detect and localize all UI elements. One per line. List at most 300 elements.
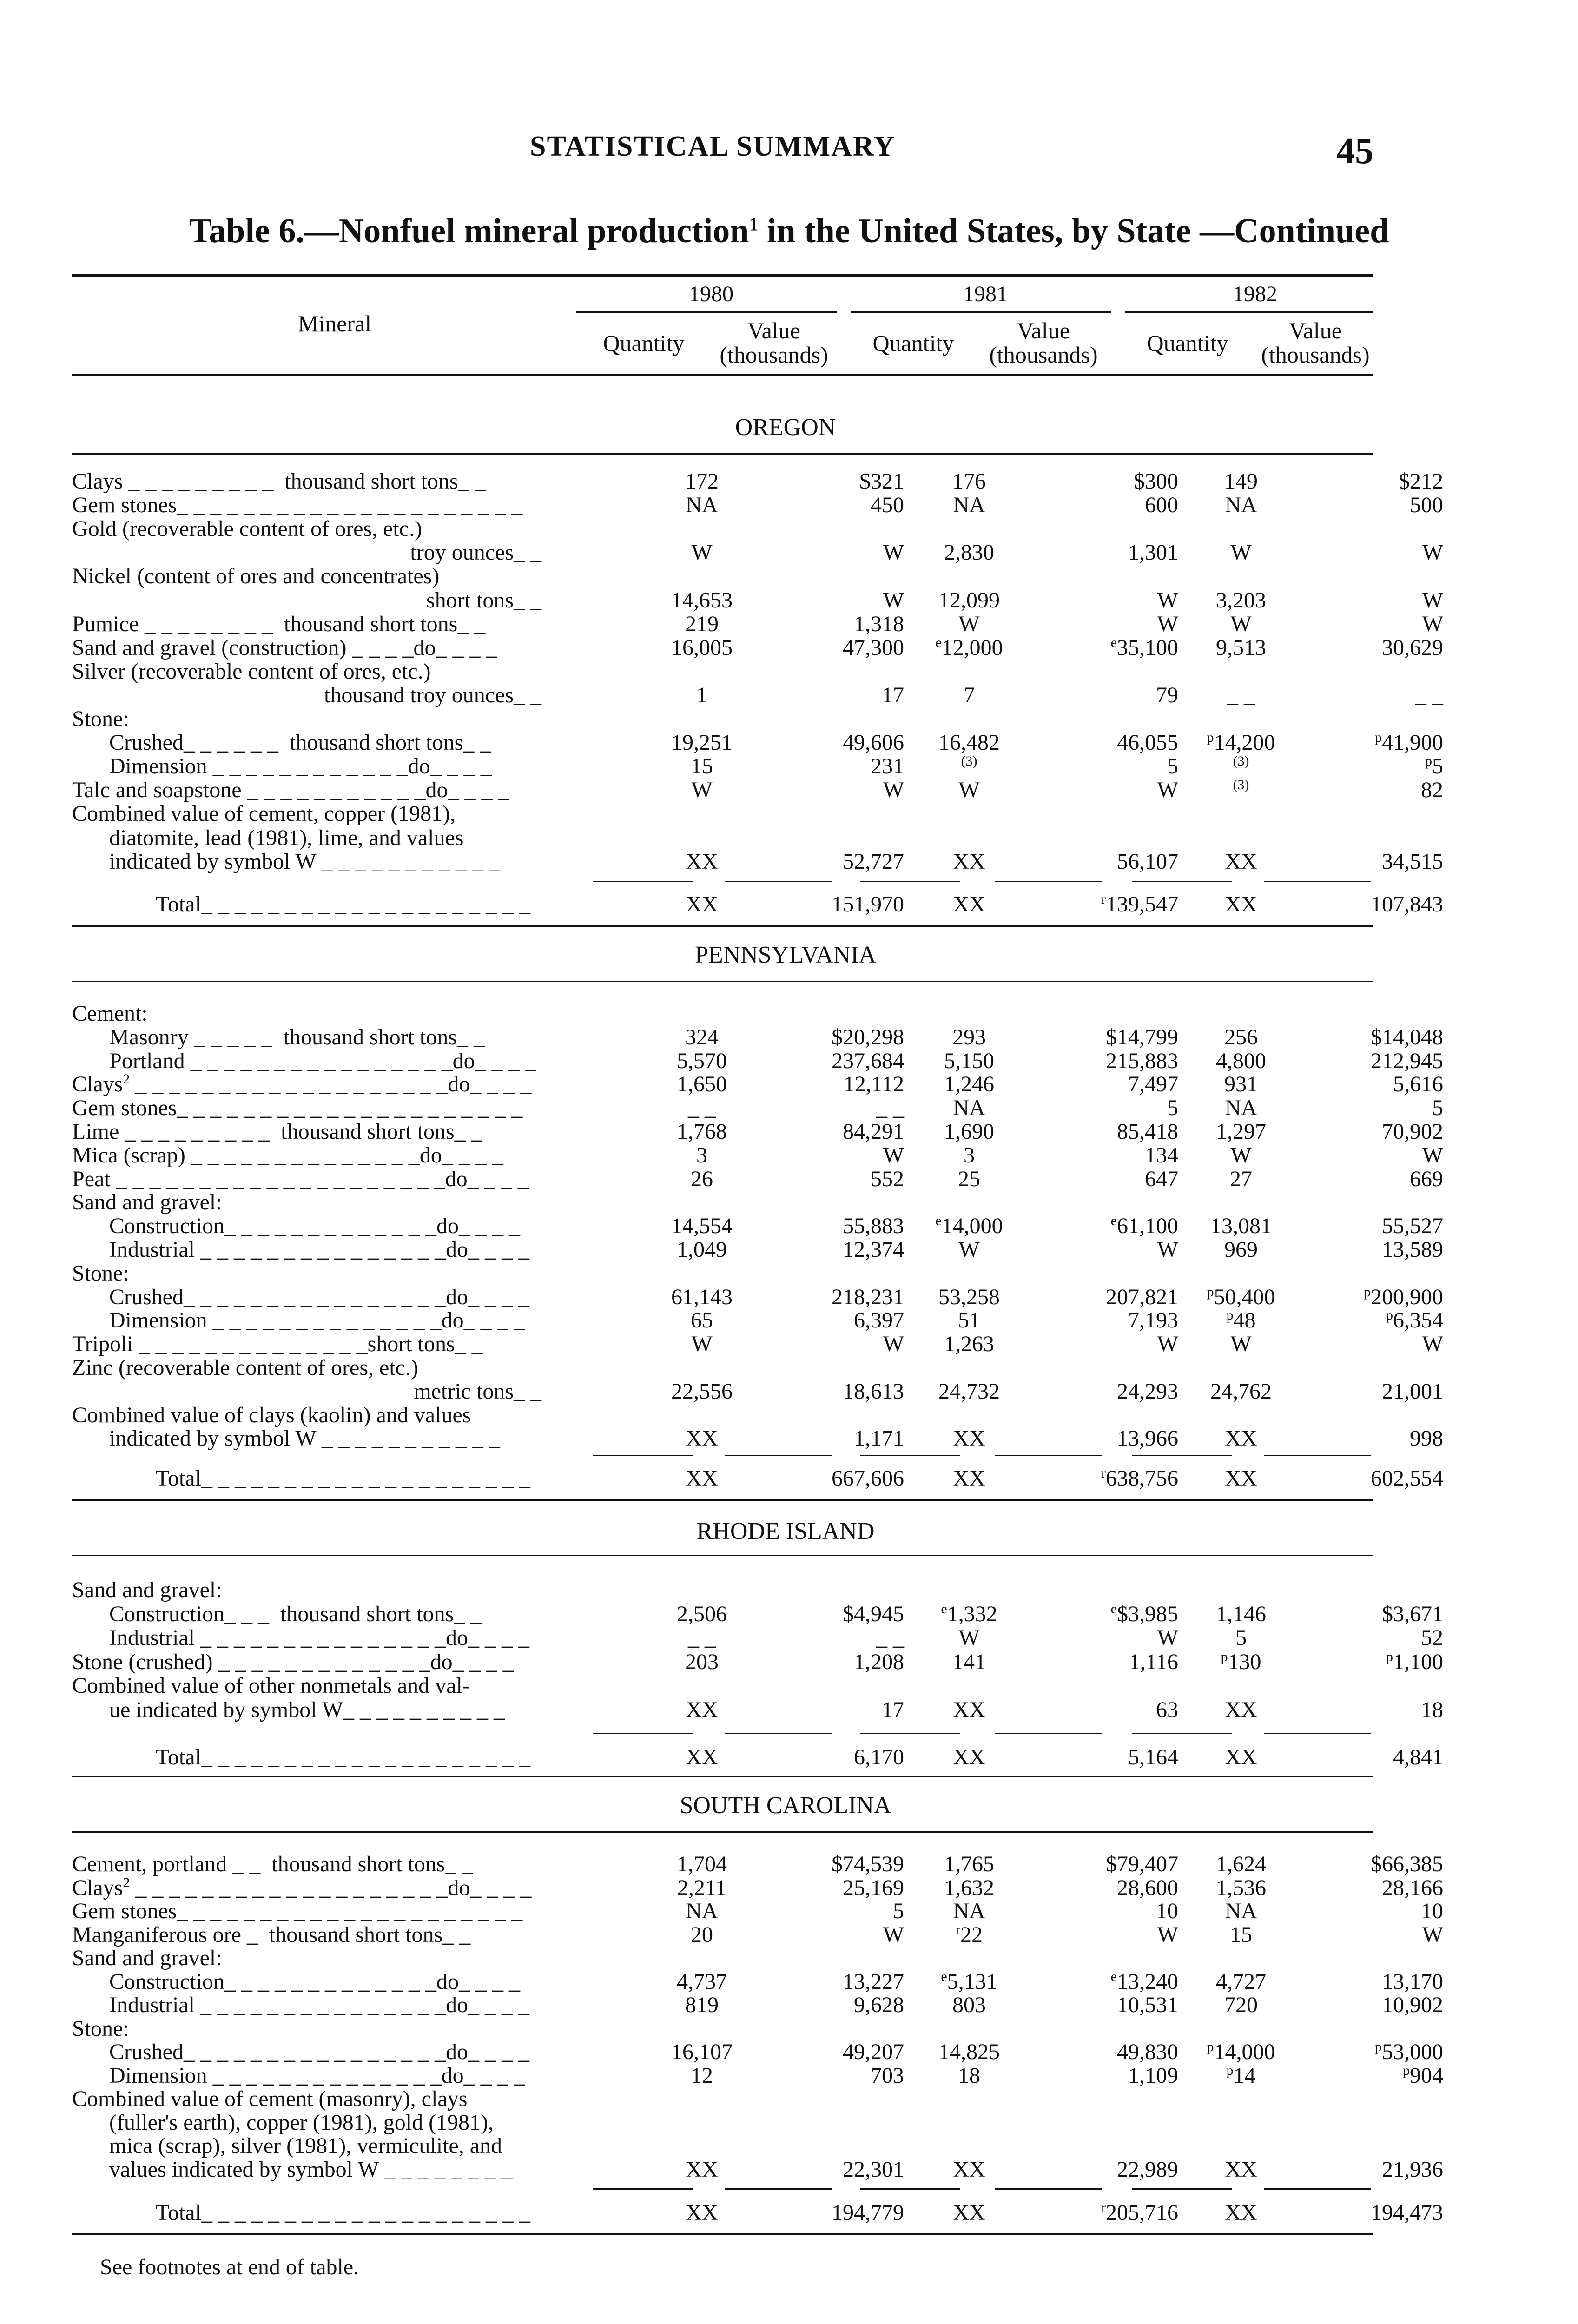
mineral-label: Lime _ _ _ _ _ _ _ _ _ thousand short tons_ _ <box>72 1119 482 1144</box>
quantity-1982-cell: _ _ <box>1227 682 1255 707</box>
quantity-1982-cell: NA <box>1225 493 1257 518</box>
mineral-label: Construction_ _ _ _ _ _ _ _ _ _ _ _ _do_ _ _ _ <box>109 1969 520 1994</box>
quantity-1980-cell: 1,704 <box>677 1852 727 1876</box>
total-separator-rule <box>995 881 1102 882</box>
value-1980-cell: 6,170 <box>854 1745 904 1769</box>
table-row <box>72 1601 1443 1626</box>
value-1980-cell: 47,300 <box>843 635 904 660</box>
value-1982-cell: W <box>1422 1142 1443 1168</box>
quantity-1981-cell: W <box>958 1237 980 1262</box>
value-1981-cell: 10,531 <box>1117 1993 1178 2017</box>
quantity-1981-cell: XX <box>953 2157 985 2182</box>
quantity-1981-cell: 18 <box>958 2063 980 2088</box>
value-1980-cell: 49,207 <box>843 2040 904 2064</box>
footnote-marker: e <box>941 1968 947 1984</box>
value-1981-cell: W <box>1157 1922 1178 1947</box>
year-1982: 1982 <box>1233 282 1277 306</box>
mineral-label: indicated by symbol W _ _ _ _ _ _ _ _ _ _ _ <box>109 1426 500 1451</box>
mineral-label: Dimension _ _ _ _ _ _ _ _ _ _ _ _ _ _do_ _ _ _ <box>109 2063 525 2088</box>
table-row <box>72 611 1443 636</box>
quantity-1980-cell: 26 <box>691 1166 713 1191</box>
mineral-label: Tripoli _ _ _ _ _ _ _ _ _ _ _ _ _ _short tons_ _ <box>72 1332 483 1357</box>
quantity-1981-cell: XX <box>953 2200 985 2225</box>
quantity-1982-cell: W <box>1230 540 1252 565</box>
quantity-1981-cell: XX <box>953 892 985 917</box>
footnote-marker: p <box>1207 1284 1214 1300</box>
table-row <box>72 634 1443 660</box>
total-separator-rule <box>593 1733 693 1734</box>
quantity-1981-cell: $^r$22 <box>956 1921 983 1947</box>
value-1981-cell: 7,497 <box>1128 1072 1178 1097</box>
footnote-marker: r <box>1101 2200 1106 2215</box>
mineral-label: Gem stones_ _ _ _ _ _ _ _ _ _ _ _ _ _ _ _ _ _ _ _ _ <box>72 1096 523 1121</box>
mineral-label: Crushed_ _ _ _ _ _ _ _ _ _ _ _ _ _ _ _do_ _ _ _ <box>109 2040 529 2064</box>
value-1982-cell: $^p$5 <box>1425 753 1443 779</box>
mineral-label: Cement: <box>72 1001 148 1026</box>
quantity-1982-cell: 3,203 <box>1216 588 1266 613</box>
quantity-1980-cell: 324 <box>685 1024 719 1050</box>
total-label: Total_ _ _ _ _ _ _ _ _ _ _ _ _ _ _ _ _ _ _ _ <box>156 892 530 917</box>
quantity-1981-cell: XX <box>953 849 985 874</box>
table-row <box>72 777 1443 803</box>
quantity-1980-cell: 1,049 <box>677 1237 727 1262</box>
quantity-1980-cell: _ _ <box>688 1096 716 1121</box>
value-1981-cell: 1,109 <box>1128 2063 1178 2088</box>
quantity-1982-cell: 9,513 <box>1216 635 1266 660</box>
quantity-1980-cell: W <box>691 778 713 803</box>
mineral-label: indicated by symbol W _ _ _ _ _ _ _ _ _ _ _ <box>109 849 500 874</box>
page-number: 45 <box>1336 131 1373 172</box>
quantity-1982-cell: 27 <box>1230 1166 1252 1191</box>
state-heading-pennsylvania: PENNSYLVANIA <box>694 942 877 968</box>
mineral-label: Industrial _ _ _ _ _ _ _ _ _ _ _ _ _ _ _do_ _ _ _ <box>109 1237 529 1262</box>
running-title: STATISTICAL SUMMARY <box>530 131 896 162</box>
footnote-marker: p <box>1375 730 1382 746</box>
state-heading-oregon: OREGON <box>735 414 836 441</box>
mineral-label: troy ounces_ _ <box>410 540 541 565</box>
total-separator-rule <box>725 881 832 882</box>
quantity-1981-cell: 3 <box>964 1142 975 1168</box>
footnote-marker: p <box>1207 730 1214 746</box>
table-row <box>72 1649 1443 1674</box>
value-1980-cell: 12,112 <box>843 1072 904 1097</box>
value-1982-cell: 5 <box>1432 1096 1443 1121</box>
quantity-1982-cell: 4,727 <box>1216 1969 1266 1994</box>
footnote-marker: (3) <box>961 753 977 769</box>
value-1982-cell: W <box>1422 540 1443 565</box>
quantity-1982-cell: W <box>1230 1332 1252 1357</box>
footnote-marker: (3) <box>1233 777 1249 793</box>
value-1981-cell: 79 <box>1156 682 1178 707</box>
value-1980-cell: 55,883 <box>843 1214 904 1239</box>
quantity-1980-cell: NA <box>686 1899 718 1923</box>
quantity-1982-cell: XX <box>1225 1745 1257 1769</box>
value-1982-cell: $^p$1,100 <box>1386 1649 1443 1674</box>
table-row <box>72 1119 1443 1144</box>
mineral-label: Crushed_ _ _ _ _ _ thousand short tons_ _ <box>109 730 491 755</box>
quantity-1980-cell: 20 <box>691 1922 713 1947</box>
value-1982-cell: 107,843 <box>1371 892 1443 917</box>
footnote-marker: e <box>941 1601 947 1617</box>
quantity-1982-cell: XX <box>1225 892 1257 917</box>
value-1980-cell: 25,169 <box>843 1875 904 1900</box>
footnote-marker: e <box>1110 1601 1117 1617</box>
value-1981-cell: $^r$205,716 <box>1101 2200 1178 2225</box>
mineral-label: Sand and gravel: <box>72 1578 222 1602</box>
mineral-label: Silver (recoverable content of ores, etc.) <box>72 659 431 684</box>
value-1982-header <box>1246 318 1385 367</box>
value-1981-cell: 5 <box>1167 1096 1178 1121</box>
year-1981: 1981 <box>963 282 1008 306</box>
quantity-1981-cell: 53,258 <box>938 1284 1000 1309</box>
quantity-1982-cell: XX <box>1225 1466 1257 1491</box>
mineral-label: Sand and gravel: <box>72 1946 222 1970</box>
value-1981-cell: $^e$61,100 <box>1110 1213 1178 1239</box>
value-1980-cell: 18,613 <box>843 1379 904 1404</box>
value-1980-cell: 450 <box>871 493 904 518</box>
mineral-label: Stone: <box>72 2016 129 2041</box>
table-row <box>72 682 1443 707</box>
table-row <box>72 1697 1443 1722</box>
value-1982-cell: $14,048 <box>1371 1024 1443 1050</box>
value-1980-cell: _ _ <box>876 1625 904 1650</box>
table-row <box>72 660 1373 684</box>
quantity-1980-cell: 15 <box>691 754 713 779</box>
mineral-label: Clays$^2$ _ _ _ _ _ _ _ _ _ _ _ _ _ _ _ _ _ _ _do_ _ _ _ <box>72 1071 532 1097</box>
quantity-1981-cell: XX <box>953 1697 985 1722</box>
quantity-1981-cell: 1,246 <box>944 1072 994 1097</box>
total-separator-rule <box>860 2188 960 2190</box>
footnote-marker: p <box>1386 1649 1393 1664</box>
mineral-label: Stone (crushed) _ _ _ _ _ _ _ _ _ _ _ _ _do_ _ _ _ <box>72 1649 514 1674</box>
value-1980-cell: $321 <box>859 469 904 494</box>
total-separator-rule <box>593 1455 693 1456</box>
footnote-marker: p <box>1425 753 1432 769</box>
year-rule-1980 <box>576 311 837 313</box>
quantity-1982-cell: 4,800 <box>1216 1048 1266 1073</box>
quantity-1981-cell: 5,150 <box>944 1048 994 1073</box>
quantity-1981-cell: $^e$14,000 <box>935 1213 1003 1239</box>
footnote-marker: p <box>1364 1284 1371 1300</box>
total-separator-rule <box>1132 881 1232 882</box>
total-separator-rule <box>725 2188 832 2190</box>
table-row <box>72 2017 1373 2041</box>
footnote-marker: p <box>1221 1649 1228 1664</box>
quantity-1981-cell: 1,263 <box>944 1332 994 1357</box>
value-1981-cell: $79,407 <box>1106 1852 1178 1876</box>
value-1982-cell: 52 <box>1421 1625 1443 1650</box>
header-bottom-rule <box>72 374 1373 376</box>
quantity-1980-cell: XX <box>686 1697 718 1722</box>
mineral-label: Masonry _ _ _ _ _ thousand short tons_ _ <box>109 1024 485 1050</box>
value-label: Value <box>1017 317 1070 343</box>
total-separator-rule <box>860 881 960 882</box>
table-row <box>72 1166 1443 1191</box>
value-1981-cell: $^r$638,756 <box>1101 1466 1178 1491</box>
value-1981-cell: 56,107 <box>1117 849 1178 874</box>
page-header <box>0 130 1578 172</box>
quantity-1981-cell: 1,765 <box>944 1852 994 1876</box>
quantity-1980-cell: 16,107 <box>671 2040 733 2064</box>
quantity-1981-cell: W <box>958 611 980 636</box>
quantity-1980-cell: XX <box>686 2200 718 2225</box>
quantity-1980-cell: 14,554 <box>671 1214 733 1239</box>
section-bottom-rule <box>72 925 1373 927</box>
mineral-label: Cement, portland _ _ thousand short tons_ _ <box>72 1852 473 1876</box>
mineral-label: Peat _ _ _ _ _ _ _ _ _ _ _ _ _ _ _ _ _ _ _ _do_ _ _ _ <box>72 1166 529 1191</box>
mineral-label: Combined value of clays (kaolin) and values <box>72 1402 471 1427</box>
quantity-1982-header: Quantity <box>1147 330 1228 356</box>
value-1980-cell: 231 <box>871 754 904 779</box>
quantity-1980-cell: W <box>691 540 713 565</box>
total-separator-rule <box>725 1455 832 1456</box>
section-bottom-rule <box>72 1499 1373 1501</box>
value-1982-cell: 13,170 <box>1382 1969 1443 1994</box>
mineral-label: diatomite, lead (1981), lime, and values <box>109 825 464 850</box>
quantity-1982-cell: 13,081 <box>1210 1214 1272 1239</box>
value-1980-cell: 84,291 <box>843 1119 904 1144</box>
value-1982-cell: 70,902 <box>1382 1119 1443 1144</box>
value-unit: (thousands) <box>1261 342 1370 368</box>
quantity-1980-cell: 172 <box>685 469 719 494</box>
value-1981-cell: 85,418 <box>1117 1119 1178 1144</box>
quantity-1982-cell: XX <box>1225 1697 1257 1722</box>
mineral-label: Stone: <box>72 706 129 731</box>
value-1982-cell: 21,936 <box>1382 2157 1443 2182</box>
quantity-1982-cell: W <box>1230 611 1252 636</box>
mineral-column-header: Mineral <box>297 310 372 337</box>
value-1980-cell: 703 <box>871 2063 904 2088</box>
value-label: Value <box>1289 317 1342 343</box>
quantity-1982-cell: XX <box>1225 1426 1257 1451</box>
table-title <box>0 211 1578 251</box>
quantity-1981-cell: 25 <box>958 1166 980 1191</box>
footnote-marker: e <box>1110 634 1117 650</box>
quantity-1981-cell: $^e$12,000 <box>935 634 1003 660</box>
quantity-1981-cell: 1,690 <box>944 1119 994 1144</box>
total-row <box>72 891 1443 917</box>
mineral-label: Gem stones_ _ _ _ _ _ _ _ _ _ _ _ _ _ _ _ _ _ _ _ _ <box>72 493 523 518</box>
mineral-label: mica (scrap), silver (1981), vermiculite, and <box>109 2133 502 2158</box>
footnote-marker: p <box>1386 1307 1393 1323</box>
quantity-1981-cell: 14,825 <box>938 2040 1000 2064</box>
total-separator-rule <box>860 1733 960 1734</box>
mineral-label: Gold (recoverable content of ores, etc.) <box>72 516 422 541</box>
quantity-1980-cell: XX <box>686 2157 718 2182</box>
value-1982-cell: W <box>1422 588 1443 613</box>
quantity-1982-cell: 1,624 <box>1216 1852 1266 1876</box>
table-row <box>72 1024 1443 1050</box>
value-1982-cell: 21,001 <box>1382 1379 1443 1404</box>
total-separator-rule <box>995 2188 1102 2190</box>
table-row <box>72 1852 1443 1876</box>
value-1980-cell: 237,684 <box>832 1048 904 1073</box>
mineral-label: Nickel (content of ores and concentrates) <box>72 564 440 589</box>
mineral-label: Pumice _ _ _ _ _ _ _ _ thousand short tons_ _ <box>72 611 486 636</box>
total-separator-rule <box>1132 1733 1232 1734</box>
total-label: Total_ _ _ _ _ _ _ _ _ _ _ _ _ _ _ _ _ _ _ _ <box>156 2200 530 2225</box>
table-row <box>72 1356 1373 1380</box>
quantity-1980-cell: XX <box>686 1426 718 1451</box>
quantity-1982-cell: 720 <box>1224 1993 1258 2017</box>
value-1980-cell: $74,539 <box>832 1852 904 1876</box>
quantity-1981-cell: XX <box>953 1745 985 1769</box>
mineral-label: Construction_ _ _ _ _ _ _ _ _ _ _ _ _do_ _ _ _ <box>109 1214 520 1239</box>
value-1981-cell: 13,966 <box>1117 1426 1178 1451</box>
value-1980-cell: 1,318 <box>854 611 904 636</box>
value-1981-cell: W <box>1157 588 1178 613</box>
value-1982-cell: 998 <box>1410 1426 1443 1451</box>
value-1981-cell: 600 <box>1145 493 1178 518</box>
value-1981-cell: W <box>1157 611 1178 636</box>
table-row <box>72 1426 1443 1451</box>
quantity-1982-cell: $^p$14 <box>1226 2062 1256 2088</box>
total-row <box>72 1745 1443 1769</box>
value-1982-cell: 669 <box>1410 1166 1443 1191</box>
total-separator-rule <box>593 2188 693 2190</box>
value-1982-cell: $^p$41,900 <box>1375 730 1443 755</box>
table-row <box>72 1284 1443 1309</box>
table-title-rest: in the United States, by State —Continued <box>758 212 1389 250</box>
quantity-1980-cell: 12 <box>691 2063 713 2088</box>
footnote-marker: 2 <box>123 1875 130 1890</box>
mineral-label: Sand and gravel: <box>72 1190 222 1215</box>
table-row <box>72 1625 1443 1650</box>
table-row <box>72 2062 1443 2088</box>
value-1982-cell: 602,554 <box>1371 1466 1443 1491</box>
value-1982-cell: 4,841 <box>1393 1745 1443 1769</box>
value-1981-cell: W <box>1157 1625 1178 1650</box>
table-row <box>72 1002 1373 1026</box>
table-row <box>72 707 1373 731</box>
total-separator-rule <box>860 1455 960 1456</box>
quantity-1982-cell: 1,297 <box>1216 1119 1266 1144</box>
value-1980-cell: 13,227 <box>843 1969 904 1994</box>
total-separator-rule <box>593 881 693 882</box>
table-row <box>72 1237 1443 1262</box>
value-1982-cell: W <box>1422 611 1443 636</box>
quantity-1981-cell: NA <box>953 1899 985 1923</box>
quantity-1982-cell: NA <box>1225 1096 1257 1121</box>
quantity-1981-cell: $^e$5,131 <box>941 1968 997 1994</box>
mineral-label: metric tons_ _ <box>414 1379 541 1404</box>
mineral-label: Combined value of other nonmetals and val- <box>72 1673 470 1698</box>
quantity-1981-cell: XX <box>953 1426 985 1451</box>
value-1980-cell: 6,397 <box>854 1308 904 1333</box>
table-row <box>72 540 1443 565</box>
quantity-1980-cell: _ _ <box>688 1625 716 1650</box>
value-1981-cell: 28,600 <box>1117 1875 1178 1900</box>
table-row <box>72 802 1373 826</box>
table-row <box>72 1674 1373 1698</box>
value-1981-cell: 46,055 <box>1117 730 1178 755</box>
table-row <box>72 1968 1443 1994</box>
table-row <box>72 493 1443 518</box>
quantity-1980-cell: 14,653 <box>671 588 733 613</box>
value-1980-header <box>704 318 844 367</box>
quantity-1982-cell: 15 <box>1230 1922 1252 1947</box>
table-row <box>72 826 1373 850</box>
section-rule <box>72 981 1373 982</box>
quantity-1981-cell: 51 <box>958 1308 980 1333</box>
table-top-rule <box>72 274 1373 277</box>
table-row <box>72 588 1443 613</box>
value-unit: (thousands) <box>720 342 828 368</box>
quantity-1982-cell: $^p$50,400 <box>1207 1284 1275 1309</box>
table-row <box>72 2087 1373 2111</box>
value-1981-cell: $^e$13,240 <box>1110 1968 1178 1994</box>
total-row <box>72 2200 1443 2225</box>
quantity-1980-cell: 219 <box>685 611 719 636</box>
table-row <box>72 1921 1443 1947</box>
value-1981-cell: 10 <box>1156 1899 1178 1923</box>
table-row <box>72 1071 1443 1097</box>
value-1981-cell: 5,164 <box>1128 1745 1178 1769</box>
quantity-1982-cell: W <box>1230 1142 1252 1168</box>
value-1981-cell: $300 <box>1134 469 1178 494</box>
mineral-label: values indicated by symbol W _ _ _ _ _ _ _ _ <box>109 2157 513 2182</box>
table-row <box>72 2039 1443 2064</box>
quantity-1982-cell: XX <box>1225 2200 1257 2225</box>
footnote-marker: p <box>1375 2039 1382 2054</box>
year-rule-1981 <box>851 311 1111 313</box>
quantity-1982-cell: 5 <box>1235 1625 1247 1650</box>
footnote-marker: p <box>1207 2039 1214 2054</box>
mineral-label: Industrial _ _ _ _ _ _ _ _ _ _ _ _ _ _ _do_ _ _ _ <box>109 1625 529 1650</box>
value-1980-cell: $20,298 <box>832 1024 904 1050</box>
value-1981-cell: 134 <box>1145 1142 1178 1168</box>
mineral-label: (fuller's earth), copper (1981), gold (1981), <box>109 2110 494 2135</box>
value-1980-cell: W <box>883 588 904 613</box>
quantity-1980-cell: 65 <box>691 1308 713 1333</box>
footnote: See footnotes at end of table. <box>100 2255 359 2279</box>
value-1980-cell: W <box>883 1332 904 1357</box>
mineral-label: Clays _ _ _ _ _ _ _ _ _ thousand short tons_ _ <box>72 469 486 494</box>
value-1982-cell: 10,902 <box>1382 1993 1443 2017</box>
year-rule-1982 <box>1125 311 1373 313</box>
value-1980-cell: $4,945 <box>843 1601 904 1626</box>
state-heading-south-carolina: SOUTH CAROLINA <box>680 1792 891 1819</box>
mineral-label: Gem stones_ _ _ _ _ _ _ _ _ _ _ _ _ _ _ _ _ _ _ _ _ <box>72 1899 523 1923</box>
value-1980-cell: 22,301 <box>843 2157 904 2182</box>
quantity-1982-cell: 1,536 <box>1216 1875 1266 1900</box>
value-1982-cell: 28,166 <box>1382 1875 1443 1900</box>
mineral-label: Dimension _ _ _ _ _ _ _ _ _ _ _ _do_ _ _ _ <box>109 754 492 779</box>
mineral-label: Stone: <box>72 1261 129 1286</box>
quantity-1981-header: Quantity <box>872 330 954 356</box>
year-1980: 1980 <box>689 282 733 306</box>
value-label: Value <box>747 317 800 343</box>
value-1981-cell: 7,193 <box>1128 1308 1178 1333</box>
value-1982-cell: 82 <box>1421 778 1443 803</box>
quantity-1980-cell: W <box>691 1332 713 1357</box>
total-separator-rule <box>1264 881 1371 882</box>
total-separator-rule <box>1132 1455 1232 1456</box>
value-1982-cell: $^p$200,900 <box>1364 1284 1443 1309</box>
table-row <box>72 1946 1373 1970</box>
value-1982-cell: 13,589 <box>1382 1237 1443 1262</box>
value-1980-cell: _ _ <box>876 1096 904 1121</box>
value-1981-cell: 215,883 <box>1106 1048 1178 1073</box>
footnote-marker: 2 <box>123 1071 130 1087</box>
value-1981-cell: $^r$139,547 <box>1101 891 1178 917</box>
value-1981-cell: W <box>1157 778 1178 803</box>
quantity-1980-cell: 3 <box>696 1142 707 1168</box>
quantity-1981-cell: 803 <box>952 1993 986 2017</box>
value-1980-cell: 194,779 <box>832 2200 904 2225</box>
quantity-1982-cell: 931 <box>1224 1072 1258 1097</box>
quantity-1980-cell: 1 <box>696 682 707 707</box>
